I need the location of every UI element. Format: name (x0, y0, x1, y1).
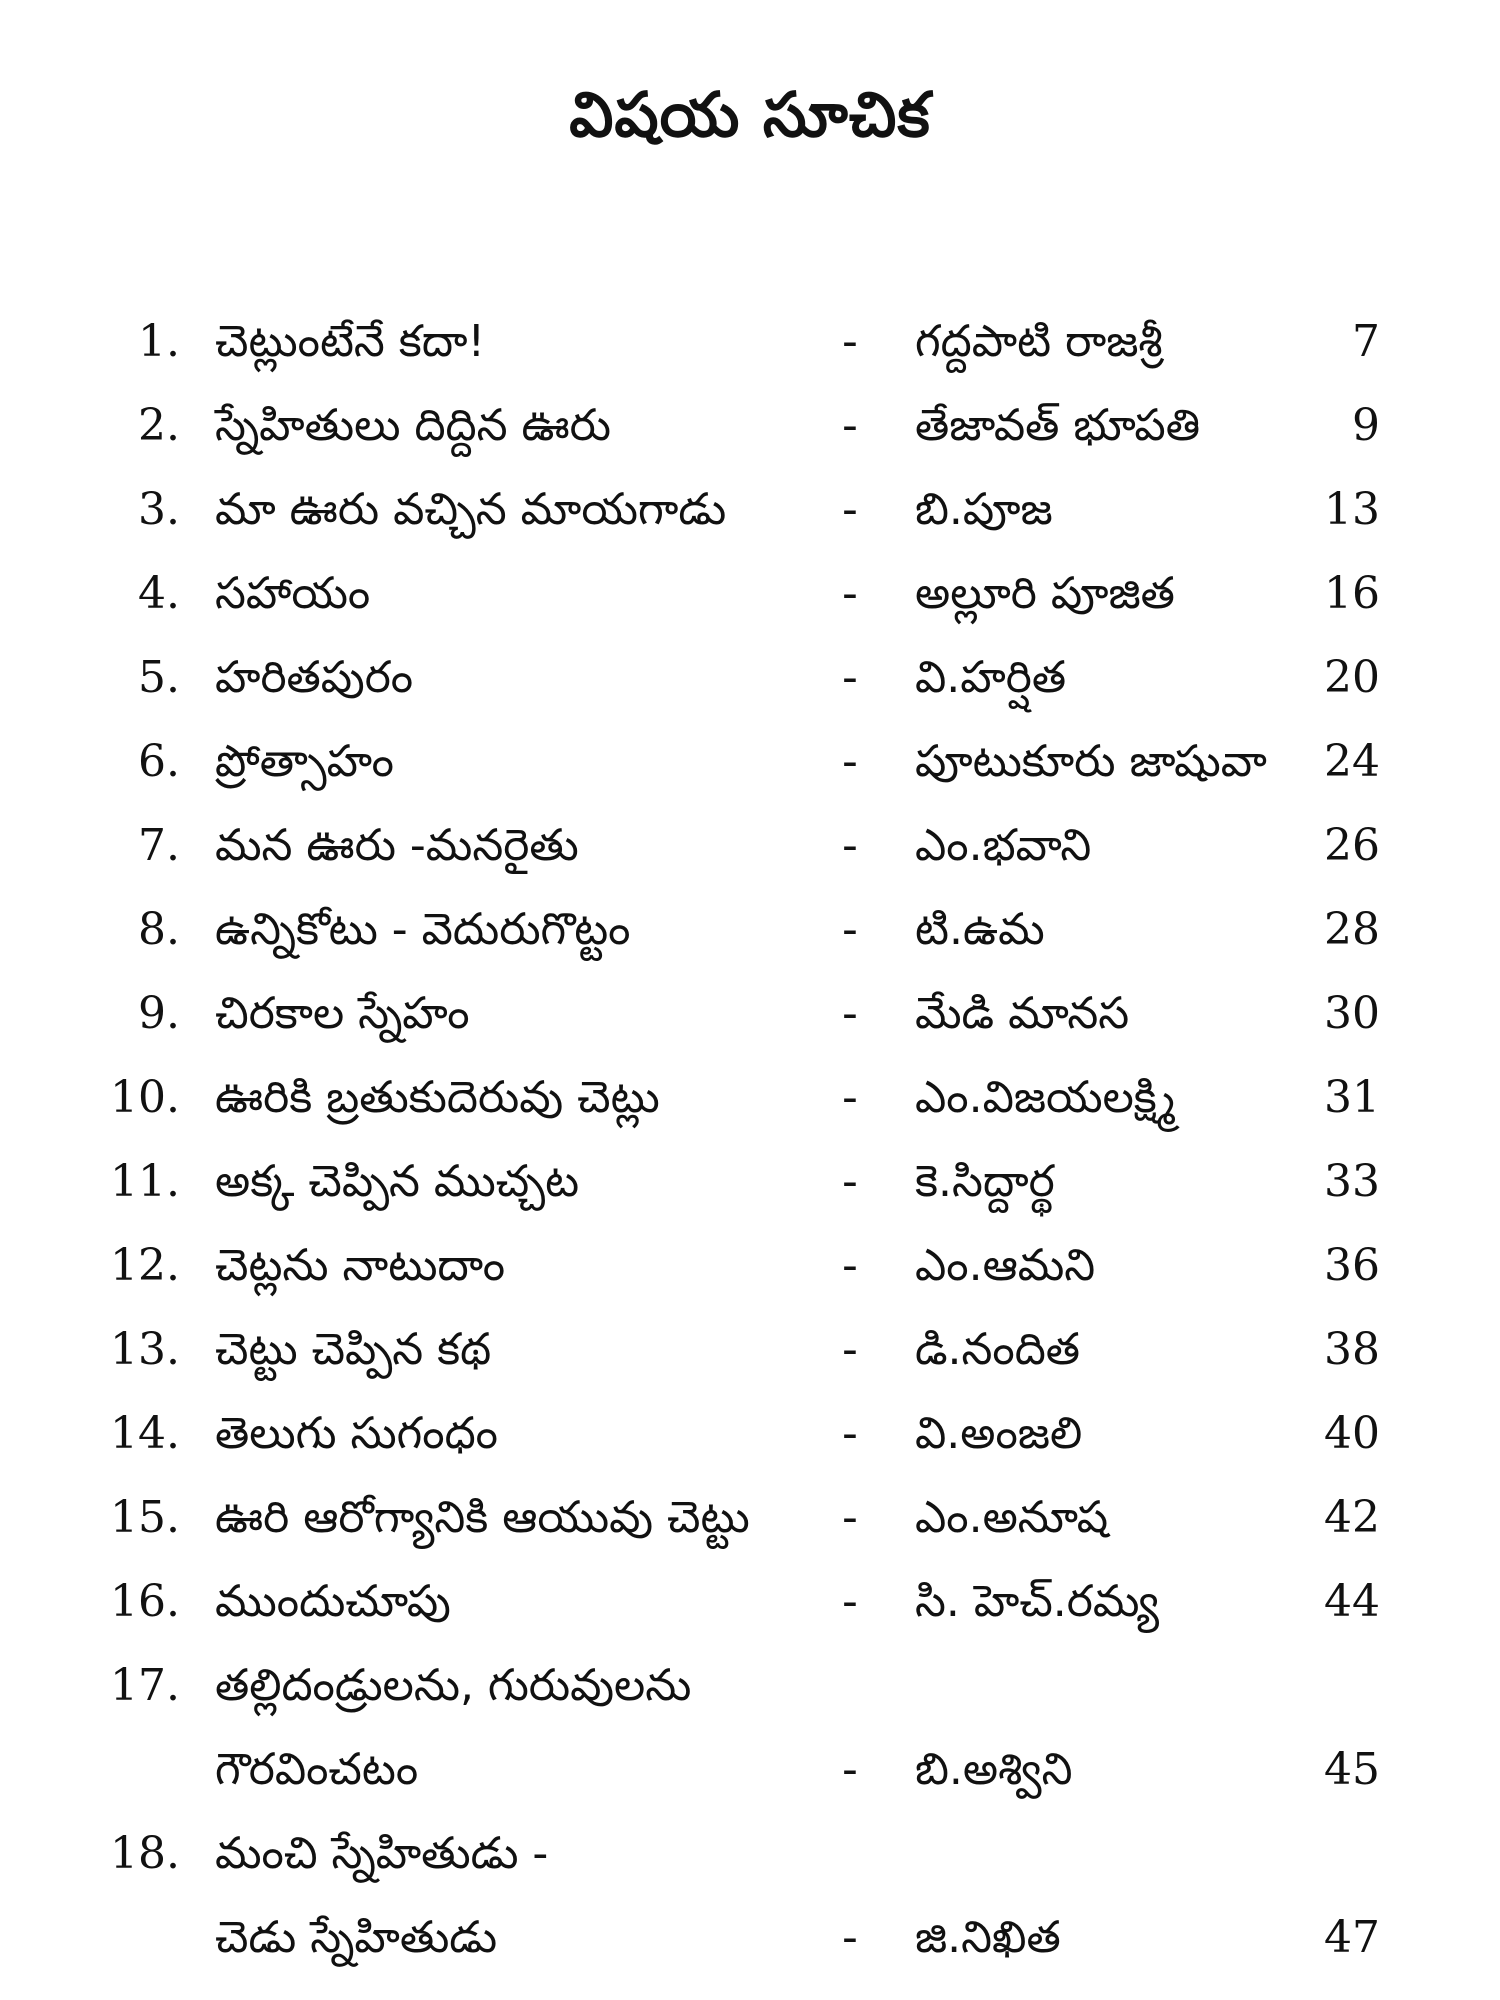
entry-author: పూటుకూరు జాషువా (915, 736, 1267, 787)
entry-dash: - (842, 988, 858, 1039)
entry-author: ఎం.విజయలక్ష్మి (915, 1072, 1176, 1123)
entry-page: 38 (1324, 1324, 1380, 1375)
entry-number: 17. (110, 1660, 180, 1711)
entry-dash: - (842, 1408, 858, 1459)
entry-page: 13 (1324, 484, 1380, 535)
entry-author: తేజావత్ భూపతి (915, 400, 1201, 451)
entry-dash: - (842, 1156, 858, 1207)
table-of-contents (0, 300, 1500, 1980)
entry-number: 1. (138, 316, 180, 367)
toc-row-continuation (0, 1896, 1500, 1980)
entry-dash: - (842, 1492, 858, 1543)
entry-dash: - (842, 1072, 858, 1123)
toc-row (0, 384, 1500, 468)
entry-page: 33 (1324, 1156, 1380, 1207)
entry-dash: - (842, 1240, 858, 1291)
entry-page: 28 (1324, 904, 1380, 955)
entry-title: ఊరికి బ్రతుకుదెరువు చెట్లు (215, 1072, 660, 1123)
toc-row (0, 468, 1500, 552)
entry-page: 20 (1324, 652, 1380, 703)
entry-author: కె.సిద్దార్థ (915, 1156, 1055, 1207)
toc-row (0, 720, 1500, 804)
entry-number: 13. (110, 1324, 180, 1375)
entry-author: జి.నిఖిత (915, 1912, 1061, 1963)
entry-number: 12. (110, 1240, 180, 1291)
entry-dash: - (842, 1324, 858, 1375)
entry-dash: - (842, 1576, 858, 1627)
entry-page: 31 (1324, 1072, 1380, 1123)
entry-number: 5. (138, 652, 180, 703)
toc-row (0, 888, 1500, 972)
entry-author: అల్లూరి పూజిత (915, 568, 1175, 619)
entry-author: వి.అంజలి (915, 1408, 1083, 1459)
entry-author: ఎం.భవాని (915, 820, 1092, 871)
entry-dash: - (842, 1912, 858, 1963)
entry-number: 11. (110, 1156, 180, 1207)
entry-title: చెట్లను నాటుదాం (215, 1240, 505, 1291)
entry-number: 10. (110, 1072, 180, 1123)
entry-dash: - (842, 400, 858, 451)
entry-page: 44 (1324, 1576, 1380, 1627)
entry-dash: - (842, 904, 858, 955)
entry-author: బి.పూజ (915, 484, 1053, 535)
entry-number: 16. (110, 1576, 180, 1627)
toc-row-continuation (0, 1728, 1500, 1812)
toc-row (0, 972, 1500, 1056)
entry-number: 9. (138, 988, 180, 1039)
toc-row (0, 1224, 1500, 1308)
entry-author: బి.అశ్విని (915, 1744, 1073, 1795)
toc-row (0, 552, 1500, 636)
entry-title: తల్లిదండ్రులను, గురువులను (215, 1660, 692, 1711)
entry-title: మన ఊరు -మనరైతు (215, 820, 579, 871)
entry-page: 30 (1324, 988, 1380, 1039)
entry-dash: - (842, 316, 858, 367)
entry-title: గౌరవించటం (215, 1744, 419, 1795)
entry-page: 26 (1324, 820, 1380, 871)
entry-title: తెలుగు సుగంధం (215, 1408, 498, 1459)
entry-title: మంచి స్నేహితుడు - (215, 1828, 549, 1879)
entry-title: చిరకాల స్నేహం (215, 988, 470, 1039)
entry-dash: - (842, 652, 858, 703)
entry-author: సి. హెచ్.రమ్య (915, 1576, 1160, 1627)
entry-title: సహాయం (215, 568, 371, 619)
entry-dash: - (842, 484, 858, 535)
entry-author: డి.నందిత (915, 1324, 1081, 1375)
toc-row (0, 1392, 1500, 1476)
entry-author: ఎం.అనూష (915, 1492, 1109, 1543)
entry-page: 47 (1324, 1912, 1380, 1963)
entry-author: వి.హర్షిత (915, 652, 1067, 703)
toc-row (0, 636, 1500, 720)
entry-page: 24 (1324, 736, 1380, 787)
entry-title: ఊరి ఆరోగ్యానికి ఆయువు చెట్టు (215, 1492, 750, 1543)
page-title: విషయ సూచిక (569, 78, 931, 151)
entry-page: 45 (1324, 1744, 1380, 1795)
entry-page: 42 (1324, 1492, 1380, 1543)
entry-page: 36 (1324, 1240, 1380, 1291)
entry-title: చెడు స్నేహితుడు (215, 1912, 498, 1963)
entry-number: 18. (110, 1828, 180, 1879)
toc-row (0, 804, 1500, 888)
toc-row (0, 1812, 1500, 1896)
entry-number: 15. (110, 1492, 180, 1543)
toc-row (0, 1308, 1500, 1392)
entry-title: చెట్లుంటేనే కదా! (215, 316, 486, 367)
entry-title: స్నేహితులు దిద్దిన ఊరు (215, 400, 611, 451)
entry-title: ప్రోత్సాహం (215, 736, 394, 787)
entry-number: 14. (110, 1408, 180, 1459)
entry-dash: - (842, 568, 858, 619)
entry-author: ఎం.ఆమని (915, 1240, 1096, 1291)
toc-row (0, 1644, 1500, 1728)
entry-number: 4. (138, 568, 180, 619)
entry-title: ముందుచూపు (215, 1576, 451, 1627)
toc-row (0, 1056, 1500, 1140)
entry-dash: - (842, 1744, 858, 1795)
entry-number: 3. (138, 484, 180, 535)
entry-page: 16 (1324, 568, 1380, 619)
entry-author: టి.ఉమ (915, 904, 1045, 955)
entry-dash: - (842, 736, 858, 787)
entry-author: గద్దపాటి రాజశ్రీ (915, 316, 1163, 367)
entry-author: మేడి మానస (915, 988, 1130, 1039)
entry-number: 7. (138, 820, 180, 871)
entry-title: అక్క చెప్పిన ముచ్చట (215, 1156, 580, 1207)
entry-number: 6. (138, 736, 180, 787)
entry-title: మా ఊరు వచ్చిన మాయగాడు (215, 484, 727, 535)
entry-page: 9 (1352, 400, 1380, 451)
entry-number: 8. (138, 904, 180, 955)
toc-row (0, 1560, 1500, 1644)
toc-row (0, 1476, 1500, 1560)
entry-title: ఉన్నికోటు - వెదురుగొట్టం (215, 904, 631, 955)
entry-title: చెట్టు చెప్పిన కథ (215, 1324, 492, 1375)
entry-page: 40 (1324, 1408, 1380, 1459)
toc-row (0, 1140, 1500, 1224)
entry-page: 7 (1352, 316, 1380, 367)
entry-title: హరితపురం (215, 652, 414, 703)
entry-dash: - (842, 820, 858, 871)
toc-row (0, 300, 1500, 384)
entry-number: 2. (138, 400, 180, 451)
